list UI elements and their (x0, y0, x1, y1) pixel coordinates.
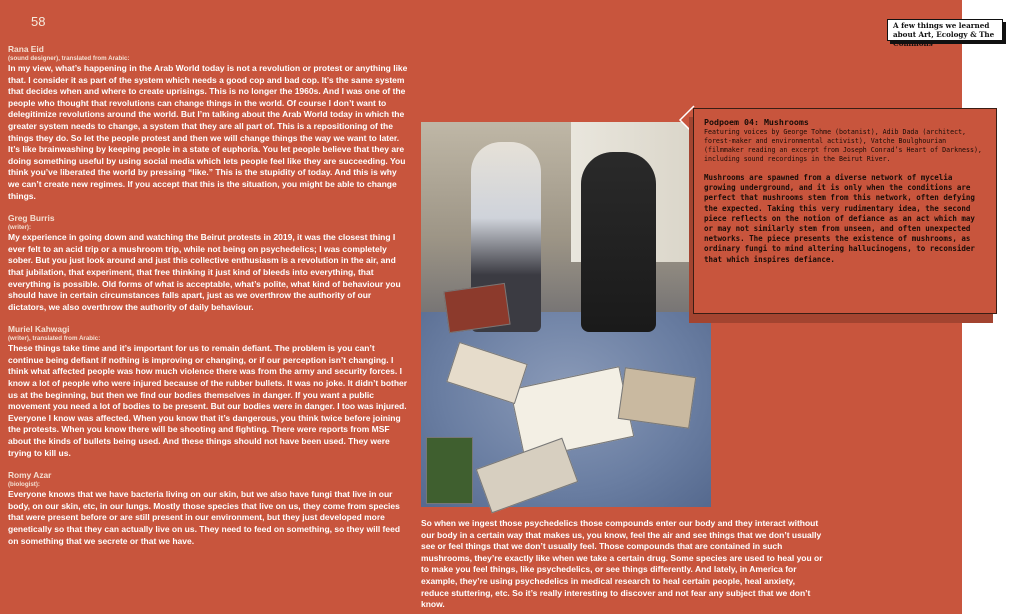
photo-mushroom-books (421, 122, 711, 507)
podpoem-callout (693, 108, 997, 314)
section-header-tag: A few things we learned about Art, Ecology & The Commons (887, 19, 1003, 41)
speaker-quote: My experience in going down and watching the Beirut protests in 2019, it was the closest thing I ever felt to an acid trip or a mushroom trip, while not being on psychedelics; I was completely sober. But you just look around and just this collective enthusiasm is a revolution in the air, and that jubilation, that experiment, that free thinking it just kind of bleeds into everything, that everything is possible. Old forms of what is acceptable, what’s polite, what kind of behaviour you should have in certain circumstances falls apart, just as we overthrow the authority of our dictators, we also overthrow the authority of daily behaviour. (8, 232, 401, 312)
speaker-quote: In my view, what’s happening in the Arab World today is not a revolution or protest or anything like that. I consider it as part of the system which needs a good cop and bad cop. It’s the same system that decides when and where to create uprisings. This is no longer the 1960s. And I was one of the people who thought that revolutions can change things in the world. Of course I don’t want to delegitimize revolutions around the world. But I’m talking about the Arab World today in which the greater system needs to change, a system that they are all part of. This is a repositioning of the things they do. So let the people protest and then we will change things the way we want to later. It’s like brainwashing by keeping people in a state of euphoria. You let people believe that they are doing something useful by using social media which lets people feel like they are succeeding. You think you’ve liberated the world by pressing “like.” This is the stupidity of today. And this is why we can’t create new regimes. If you accept that this is the situation, you might be able to change things. (8, 63, 408, 201)
speaker-name: Rana Eid (8, 44, 44, 54)
page-number: 58 (31, 14, 46, 29)
photo-book (618, 367, 697, 429)
interview-entry (8, 324, 410, 459)
interview-entry (8, 213, 410, 313)
podpoem-description: Mushrooms are spawned from a diverse network of mycelia growing underground, and it is only when the conditions are perfect that mushrooms stem from this network, often defying the expected. Taking this very rudimentary idea, the second piece reflects on the notion of defiance as an act which may or may not similarly stem from unseen, and often unexpected networks. The piece presents the existence of mushrooms, as ordinary fungi to mind altering hallucinogens, to reconsider that which inspires defiance. (704, 173, 975, 264)
interview-column (8, 44, 410, 547)
speaker-quote: These things take time and it’s important for us to remain defiant. The problem is you can’t continue being defiant if nothing is improving or changing, or if our perception isn’t changing. I think what affected people was how much violence there was from the army and security forces. I know a lot of people who were injured because of the rubber bullets. It was no joke. It didn’t bother us at the beginning, but then we find our bodies themselves in danger. If you want a public movement you need a lot of bodies to be present. But our bodies were in danger. I too was injured. Everyone I know was affected. When you know that it’s dangerous, you think twice before joining the protests. When you know there will be shooting and fighting. There were reports from MSF about the kinds of bullets being used. And these things should not have been used. They were trying to kill us. (8, 343, 408, 458)
speaker-name: Greg Burris (8, 213, 55, 224)
speaker-name: Romy Azar (8, 470, 52, 481)
photo-person-right (581, 152, 656, 332)
photo-book (426, 437, 473, 504)
speaker-role: (biologist): (8, 481, 40, 489)
continued-quote: So when we ingest those psychedelics those compounds enter our body and they interact without our body in a certain way that makes us, you know, feel the air and see things that we don’t usually see or feel things that we don’t usually feel. Those compounds that are contained in such mushrooms, they’re exactly like when we take a certain drug. Some species are used to heal you or to make you feel things, like psychedelics, or see things differently. And lately, in America for example, they’re using psychedelics in medical research to heal certain people, heal anxiety, reduce stuttering, etc. So it’s really interesting to discover and not fear any subject that we don’t know. (421, 518, 823, 610)
podpoem-credits: Featuring voices by George Tohme (botanist), Adib Dada (architect, forest-maker and environmental activist), Vatche Boulghourian (filmmaker reading an excerpt from Joseph Conrad’s Heart of Darkness), including sound recordings in the Beirut River. (704, 128, 982, 163)
interview-entry (8, 44, 410, 202)
speaker-role: (writer), translated from Arabic: (8, 335, 101, 343)
speaker-role: (writer): (8, 224, 32, 232)
speaker-role: (sound designer), translated from Arabic: (8, 55, 130, 62)
speaker-name: Muriel Kahwagi (8, 324, 70, 335)
speaker-quote: Everyone knows that we have bacteria living on our skin, but we also have fungi that live in our body, on our skin, etc, in our lungs. Mostly those species that live on us, they come from species that were present before or are still present in our environment, but they just developed more genetically so that they can actually live on us. They need to feed on something, so they will feed on something that we secrete or that we have. (8, 489, 401, 546)
interview-entry (8, 470, 410, 547)
photo-book (443, 283, 510, 333)
podpoem-title: Podpoem 04: Mushrooms (704, 117, 809, 127)
